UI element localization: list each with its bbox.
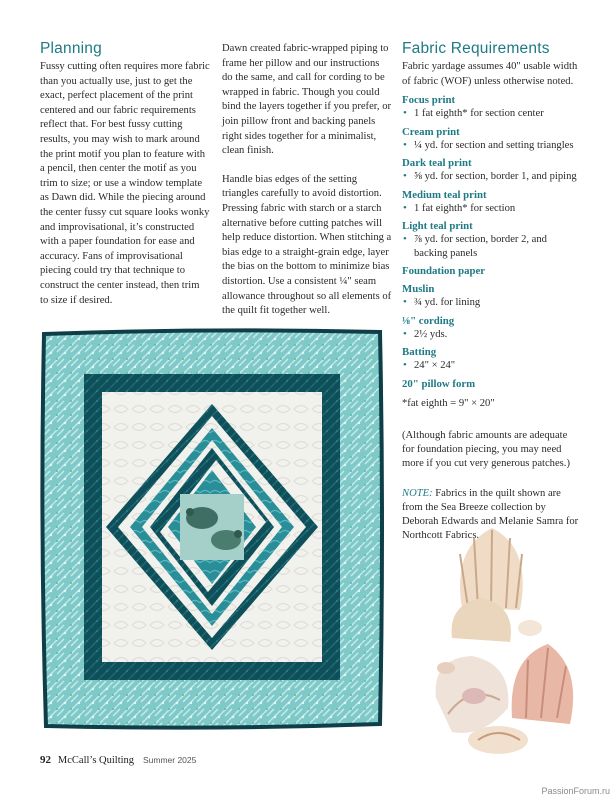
req-title: ⅛" cording	[402, 314, 455, 327]
req-section-pillow-form	[402, 377, 582, 391]
req-section-muslin	[402, 282, 582, 310]
bias-paragraph: Handle bias edges of the setting triangles carefully to avoid distortion. Pressing fabric with starch or a starch alternative before cutting patches will help reduce distortion. When stitching a bias edge to a straight-grain edge, layer the bias on the bottom to minimize bias distortion. Use a consistent ¼" seam allowance throughout so all elements of the quilt fit together well.	[222, 173, 392, 317]
req-item: • ¼ yd. for section and setting triangles	[402, 139, 582, 153]
note-text: Fabrics in the quilt shown are from the Sea Breeze collection by Deborah Edwards and Melanie Samra for Northcott Fabrics.	[402, 487, 579, 541]
seashells-image	[412, 518, 582, 758]
req-section-batting	[402, 345, 582, 373]
fabric-requirements-heading: Fabric Requirements	[402, 40, 550, 57]
req-item: • 1 fat eighth* for section	[402, 202, 582, 216]
req-item: • 1 fat eighth* for section center	[402, 107, 582, 121]
req-section-foundation	[402, 264, 582, 278]
req-section-dark-teal	[402, 156, 582, 184]
page-number: 92	[40, 754, 51, 766]
req-title: Batting	[402, 346, 437, 359]
req-title: Muslin	[402, 283, 435, 296]
fat-eighth-note: *fat eighth = 9" × 20"	[402, 397, 495, 409]
planning-paragraph: Fussy cutting often requires more fabric than you actually use, just to get the exact, perfect placement of the print centered and our fabric requirements reflect that. For best fussy cutting results, you may wish to mark around the print motif you plan to feature with a pencil, then center the motif as you trim to size; or use a window template as Dawn did. While the piecing around the center fussy cut square looks wonky and improvisational, it’s constructed with a paper foundation for ease and accuracy. Fans of improvisational piecing could try that technique to construct the center instead, then trim to size if desired.	[40, 61, 210, 306]
piping-paragraph: Dawn created fabric-wrapped piping to frame her pillow and our instructions do the same, and call for cording to be wrapped in fabric. Though you could bind the layers together if you prefer, or join pillow front and backing panels right sides together for a minimalist, clean finish.	[222, 43, 392, 157]
watermark: PassionForum.ru	[541, 786, 610, 796]
magazine-name: McCall’s Quilting	[57, 755, 135, 766]
quilt-pillow-image	[40, 328, 384, 730]
req-title: Focus print	[402, 94, 456, 107]
fabric-intro: Fabric yardage assumes 40" usable width of fabric (WOF) unless otherwise noted.	[402, 61, 578, 87]
note-label: NOTE:	[402, 487, 433, 499]
req-section-medium-teal	[402, 188, 582, 216]
req-title: Dark teal print	[402, 157, 472, 170]
req-item: • ⅝ yd. for section, border 1, and piping	[402, 170, 582, 184]
fabric-requirements-column	[402, 40, 582, 543]
req-item: • 2½ yds.	[402, 328, 582, 342]
req-title: Medium teal print	[402, 188, 487, 201]
req-title: Light teal print	[402, 220, 473, 233]
req-item: • ¾ yd. for lining	[402, 296, 582, 310]
yardage-adequate-note: (Although fabric amounts are adequate for foundation piecing, you may need more if you cut very generous patches.)	[402, 429, 570, 469]
req-title: 20" pillow form	[402, 377, 476, 390]
req-item: • ⅞ yd. for section, border 2, and backing panels	[402, 233, 582, 260]
req-title: Foundation paper	[402, 265, 486, 278]
req-section-cream	[402, 125, 582, 153]
page-footer	[40, 754, 196, 766]
issue-label: Summer 2025	[142, 755, 197, 765]
req-item: • 24" × 24"	[402, 359, 582, 373]
req-section-focus	[402, 93, 582, 121]
req-title: Cream print	[402, 125, 460, 138]
planning-column	[40, 40, 210, 322]
middle-column	[222, 42, 392, 333]
req-section-light-teal	[402, 219, 582, 260]
planning-heading: Planning	[40, 40, 102, 57]
req-section-cording	[402, 314, 582, 342]
